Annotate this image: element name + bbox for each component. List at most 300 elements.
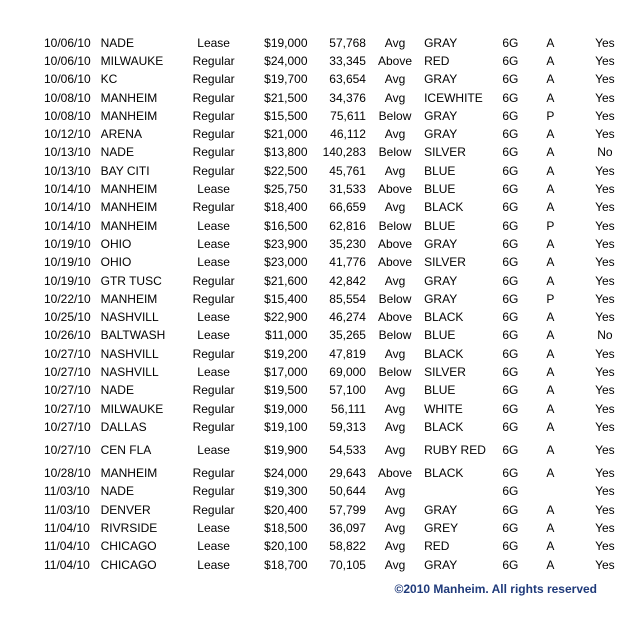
condition-cell: Below [378,328,412,343]
auction-name-cell: OHIO [100,255,132,270]
condition-cell: Below [378,145,412,160]
transmission-cell: A [546,401,555,416]
auction-results-report [44,34,640,574]
sale-date-cell: 10/26/10 [44,328,91,343]
vehicle-color-cell: RED [424,539,450,554]
auction-name-cell: CHICAGO [100,539,157,554]
sale-price-cell: $23,900 [264,236,308,251]
table-row [44,290,640,308]
sale-type-cell: Regular [192,200,235,215]
mileage-cell: 63,654 [329,72,366,87]
sale-price-cell: $19,500 [264,383,308,398]
sale-type-cell: Regular [192,401,235,416]
vehicle-color-cell: GRAY [424,108,458,123]
in-sample-cell: Yes [595,383,615,398]
sale-date-cell: 10/19/10 [44,255,91,270]
table-row [44,437,640,465]
table-row [44,363,640,381]
sale-price-cell: $18,400 [264,200,308,215]
table-row [44,235,640,253]
transmission-cell: A [546,72,555,87]
mileage-cell: 57,768 [329,35,366,50]
mileage-cell: 46,274 [329,310,366,325]
sale-date-cell: 10/25/10 [44,310,91,325]
table-row [44,382,640,400]
condition-cell: Avg [384,401,406,416]
mileage-cell: 35,265 [329,328,366,343]
sale-date-cell: 10/14/10 [44,182,91,197]
transmission-cell: A [546,35,555,50]
sale-date-cell: 11/03/10 [44,502,90,517]
in-sample-cell: Yes [595,502,615,517]
engine-cell: 6G [502,108,519,123]
sale-type-cell: Lease [197,35,230,50]
condition-cell: Avg [384,346,406,361]
condition-cell: Avg [384,127,406,142]
engine-cell: 6G [502,35,519,50]
engine-cell: 6G [502,90,519,105]
engine-cell: 6G [502,346,519,361]
transmission-cell: A [546,53,555,68]
engine-cell: 6G [502,182,519,197]
condition-cell: Below [378,218,412,233]
auction-name-cell: NASHVILL [100,310,159,325]
mileage-cell: 41,776 [329,255,366,270]
condition-cell: Avg [384,163,406,178]
auction-name-cell: OHIO [100,236,132,251]
in-sample-cell: No [597,145,613,160]
sale-type-cell: Regular [192,163,235,178]
table-row [44,71,640,89]
condition-cell: Avg [384,502,406,517]
mileage-cell: 50,644 [329,484,366,499]
in-sample-cell: Yes [595,200,615,215]
transmission-cell: P [546,108,555,123]
mileage-cell: 57,100 [329,383,366,398]
mileage-cell: 33,345 [329,53,366,68]
transmission-cell: A [546,466,555,481]
auction-name-cell: NADE [100,484,134,499]
vehicle-color-cell: SILVER [424,145,466,160]
sale-price-cell: $13,800 [264,145,308,160]
vehicle-color-cell: GRAY [424,236,458,251]
sale-type-cell: Lease [197,539,230,554]
sale-price-cell: $19,700 [264,72,308,87]
table-row [44,519,640,537]
auction-name-cell: CEN FLA [100,443,152,458]
mileage-cell: 58,822 [329,539,366,554]
transmission-cell: A [546,255,555,270]
vehicle-color-cell: BLUE [424,328,456,343]
engine-cell: 6G [502,53,519,68]
sale-price-cell: $19,900 [264,443,308,458]
transmission-cell: P [546,291,555,306]
auction-name-cell: ARENA [100,127,142,142]
sale-price-cell: $19,100 [264,419,308,434]
condition-cell: Avg [384,557,406,572]
transmission-cell: A [546,145,555,160]
sale-type-cell: Regular [192,291,235,306]
sale-price-cell: $24,000 [264,53,308,68]
sale-type-cell: Lease [197,328,230,343]
vehicle-color-cell: GRAY [424,291,458,306]
condition-cell: Above [378,236,413,251]
engine-cell: 6G [502,328,519,343]
in-sample-cell: Yes [595,557,615,572]
sale-type-cell: Regular [192,90,235,105]
condition-cell: Below [378,364,412,379]
mileage-cell: 56,111 [331,401,366,416]
table-row [44,144,640,162]
sale-type-cell: Regular [192,383,235,398]
engine-cell: 6G [502,218,519,233]
mileage-cell: 42,842 [329,273,366,288]
vehicle-color-cell: GRAY [424,72,458,87]
auction-name-cell: NASHVILL [100,364,159,379]
engine-cell: 6G [502,364,519,379]
in-sample-cell: Yes [595,236,615,251]
table-row [44,501,640,519]
sale-type-cell: Lease [197,218,230,233]
mileage-cell: 69,000 [329,364,366,379]
in-sample-cell: Yes [595,53,615,68]
engine-cell: 6G [502,466,519,481]
sale-type-cell: Lease [197,521,230,536]
sale-date-cell: 10/14/10 [44,218,91,233]
table-row [44,180,640,198]
engine-cell: 6G [502,539,519,554]
in-sample-cell: Yes [595,90,615,105]
table-row [44,199,640,217]
engine-cell: 6G [502,200,519,215]
table-row [44,538,640,556]
engine-cell: 6G [502,419,519,434]
transmission-cell: A [546,273,555,288]
engine-cell: 6G [502,72,519,87]
sale-price-cell: $19,000 [264,401,308,416]
auction-name-cell: CHICAGO [100,557,157,572]
auction-name-cell: KC [100,72,118,87]
auction-name-cell: DALLAS [100,419,147,434]
engine-cell: 6G [502,310,519,325]
sale-price-cell: $17,000 [264,364,308,379]
sale-date-cell: 10/27/10 [44,383,91,398]
sale-price-cell: $19,200 [264,346,308,361]
condition-cell: Below [378,291,412,306]
sale-date-cell: 11/03/10 [44,484,90,499]
sale-price-cell: $21,000 [264,127,308,142]
sale-date-cell: 11/04/10 [44,539,90,554]
engine-cell: 6G [502,502,519,517]
sale-type-cell: Lease [197,443,230,458]
table-row [44,125,640,143]
auction-name-cell: MANHEIM [100,200,158,215]
sale-type-cell: Lease [197,364,230,379]
vehicle-color-cell: GRAY [424,127,458,142]
sale-date-cell: 10/06/10 [44,72,91,87]
transmission-cell: A [546,127,555,142]
sale-type-cell: Lease [197,557,230,572]
sale-type-cell: Lease [197,236,230,251]
in-sample-cell: Yes [595,466,615,481]
sale-date-cell: 10/08/10 [44,90,91,105]
transmission-cell: A [546,521,555,536]
vehicle-color-cell: BLACK [424,200,464,215]
vehicle-color-cell: BLUE [424,383,456,398]
vehicle-color-cell: BLACK [424,310,464,325]
transmission-cell: A [546,557,555,572]
condition-cell: Avg [384,200,406,215]
table-row [44,89,640,107]
engine-cell: 6G [502,255,519,270]
in-sample-cell: Yes [595,273,615,288]
table-row [44,308,640,326]
condition-cell: Avg [384,35,406,50]
sale-price-cell: $19,000 [264,35,308,50]
auction-name-cell: MANHEIM [100,291,158,306]
sale-date-cell: 10/06/10 [44,53,91,68]
table-row [44,418,640,436]
auction-name-cell: MILWAUKE [100,53,164,68]
vehicle-color-cell: GRAY [424,273,458,288]
transmission-cell: A [546,310,555,325]
auction-name-cell: DENVER [100,502,151,517]
in-sample-cell: Yes [595,218,615,233]
sale-date-cell: 10/27/10 [44,443,91,458]
in-sample-cell: Yes [595,521,615,536]
sale-type-cell: Regular [192,145,235,160]
vehicle-color-cell: GRAY [424,502,458,517]
transmission-cell: A [546,346,555,361]
sale-price-cell: $19,300 [264,484,308,499]
sale-price-cell: $18,500 [264,521,308,536]
auction-name-cell: NADE [100,383,134,398]
auction-results-table [44,34,640,574]
engine-cell: 6G [502,401,519,416]
table-row [44,556,640,574]
vehicle-color-cell: BLUE [424,163,456,178]
vehicle-color-cell: RED [424,53,450,68]
auction-name-cell: MANHEIM [100,108,158,123]
vehicle-color-cell: RUBY RED [424,443,486,458]
transmission-cell: A [546,419,555,434]
condition-cell: Avg [384,521,406,536]
table-row [44,465,640,483]
in-sample-cell: Yes [595,310,615,325]
mileage-cell: 85,554 [329,291,366,306]
engine-cell: 6G [502,521,519,536]
auction-name-cell: NADE [100,145,134,160]
sale-date-cell: 10/13/10 [44,145,91,160]
in-sample-cell: Yes [595,72,615,87]
mileage-cell: 59,313 [329,419,366,434]
engine-cell: 6G [502,383,519,398]
vehicle-color-cell: SILVER [424,255,466,270]
condition-cell: Avg [384,72,406,87]
sale-type-cell: Regular [192,108,235,123]
vehicle-color-cell: BLUE [424,182,456,197]
vehicle-color-cell: GRAY [424,35,458,50]
condition-cell: Above [378,182,413,197]
auction-name-cell: MANHEIM [100,182,158,197]
vehicle-color-cell: BLACK [424,466,464,481]
mileage-cell: 57,799 [329,502,366,517]
condition-cell: Above [378,466,413,481]
mileage-cell: 36,097 [329,521,366,536]
sale-type-cell: Regular [192,127,235,142]
engine-cell: 6G [502,443,519,458]
engine-cell: 6G [502,273,519,288]
condition-cell: Below [378,108,412,123]
auction-name-cell: MANHEIM [100,90,158,105]
sale-date-cell: 10/19/10 [44,273,91,288]
sale-price-cell: $18,700 [264,557,308,572]
sale-type-cell: Regular [192,346,235,361]
engine-cell: 6G [502,557,519,572]
transmission-cell: A [546,200,555,215]
sale-price-cell: $11,000 [265,328,308,343]
table-row [44,162,640,180]
sale-date-cell: 10/27/10 [44,419,91,434]
transmission-cell: A [546,90,555,105]
in-sample-cell: Yes [595,163,615,178]
sale-price-cell: $15,400 [264,291,308,306]
in-sample-cell: Yes [595,401,615,416]
table-row [44,107,640,125]
sale-date-cell: 10/27/10 [44,346,91,361]
sale-price-cell: $21,500 [264,90,308,105]
condition-cell: Avg [384,273,406,288]
sale-date-cell: 11/04/10 [44,557,90,572]
mileage-cell: 70,105 [329,557,366,572]
table-row [44,52,640,70]
vehicle-color-cell: BLACK [424,346,464,361]
mileage-cell: 62,816 [329,218,366,233]
condition-cell: Avg [384,383,406,398]
transmission-cell: A [546,236,555,251]
table-row [44,345,640,363]
in-sample-cell: Yes [595,182,615,197]
sale-price-cell: $22,900 [264,310,308,325]
condition-cell: Avg [384,443,406,458]
sale-date-cell: 10/13/10 [44,163,91,178]
sale-type-cell: Lease [197,182,230,197]
table-row [44,254,640,272]
sale-date-cell: 10/27/10 [44,401,91,416]
in-sample-cell: Yes [595,35,615,50]
mileage-cell: 140,283 [322,145,366,160]
table-row [44,483,640,501]
engine-cell: 6G [502,163,519,178]
sale-date-cell: 10/22/10 [44,291,91,306]
in-sample-cell: Yes [595,108,615,123]
sale-type-cell: Regular [192,53,235,68]
in-sample-cell: Yes [595,484,615,499]
in-sample-cell: Yes [595,539,615,554]
in-sample-cell: Yes [595,291,615,306]
sale-type-cell: Regular [192,72,235,87]
sale-type-cell: Regular [192,502,235,517]
copyright-notice: ©2010 Manheim. All rights reserved [394,582,597,596]
condition-cell: Above [378,53,413,68]
auction-name-cell: GTR TUSC [100,273,162,288]
in-sample-cell: Yes [595,364,615,379]
mileage-cell: 31,533 [329,182,366,197]
sale-type-cell: Regular [192,466,235,481]
condition-cell: Avg [384,539,406,554]
mileage-cell: 46,112 [330,127,366,142]
auction-name-cell: NASHVILL [100,346,159,361]
table-row [44,217,640,235]
table-row [44,327,640,345]
sale-price-cell: $25,750 [264,182,308,197]
condition-cell: Above [378,310,413,325]
engine-cell: 6G [502,291,519,306]
sale-type-cell: Regular [192,419,235,434]
in-sample-cell: Yes [595,127,615,142]
in-sample-cell: Yes [595,346,615,361]
sale-price-cell: $20,100 [264,539,308,554]
sale-price-cell: $22,500 [264,163,308,178]
sale-price-cell: $16,500 [264,218,308,233]
sale-price-cell: $23,000 [264,255,308,270]
mileage-cell: 47,819 [329,346,366,361]
mileage-cell: 66,659 [329,200,366,215]
engine-cell: 6G [502,127,519,142]
transmission-cell: A [546,364,555,379]
sale-type-cell: Regular [192,484,235,499]
table-row [44,34,640,52]
transmission-cell [531,483,570,501]
auction-results-body [44,34,640,574]
vehicle-color-cell: BLUE [424,218,456,233]
auction-name-cell: NADE [100,35,134,50]
transmission-cell: A [546,443,555,458]
condition-cell: Avg [384,484,406,499]
transmission-cell: A [546,182,555,197]
transmission-cell: A [546,539,555,554]
auction-name-cell: MANHEIM [100,466,158,481]
sale-date-cell: 10/28/10 [44,466,91,481]
vehicle-color-cell: WHITE [424,401,463,416]
vehicle-color-cell: GREY [424,521,459,536]
auction-name-cell: RIVRSIDE [100,521,158,536]
sale-price-cell: $21,600 [264,273,308,288]
mileage-cell: 75,611 [330,108,366,123]
in-sample-cell: Yes [595,255,615,270]
table-row [44,400,640,418]
mileage-cell: 54,533 [329,443,366,458]
engine-cell: 6G [502,484,519,499]
condition-cell: Avg [384,90,406,105]
sale-date-cell: 10/12/10 [44,127,91,142]
transmission-cell: A [546,502,555,517]
vehicle-color-cell: ICEWHITE [424,90,483,105]
in-sample-cell: No [597,328,613,343]
vehicle-color-cell: BLACK [424,419,464,434]
sale-date-cell: 10/19/10 [44,236,91,251]
auction-name-cell: MILWAUKE [100,401,164,416]
vehicle-color-cell [424,483,490,501]
vehicle-color-cell: SILVER [424,364,466,379]
sale-price-cell: $20,400 [264,502,308,517]
sale-date-cell: 10/14/10 [44,200,91,215]
mileage-cell: 34,376 [329,90,366,105]
auction-name-cell: BAY CITI [100,163,150,178]
engine-cell: 6G [502,236,519,251]
transmission-cell: A [546,328,555,343]
sale-type-cell: Lease [197,310,230,325]
